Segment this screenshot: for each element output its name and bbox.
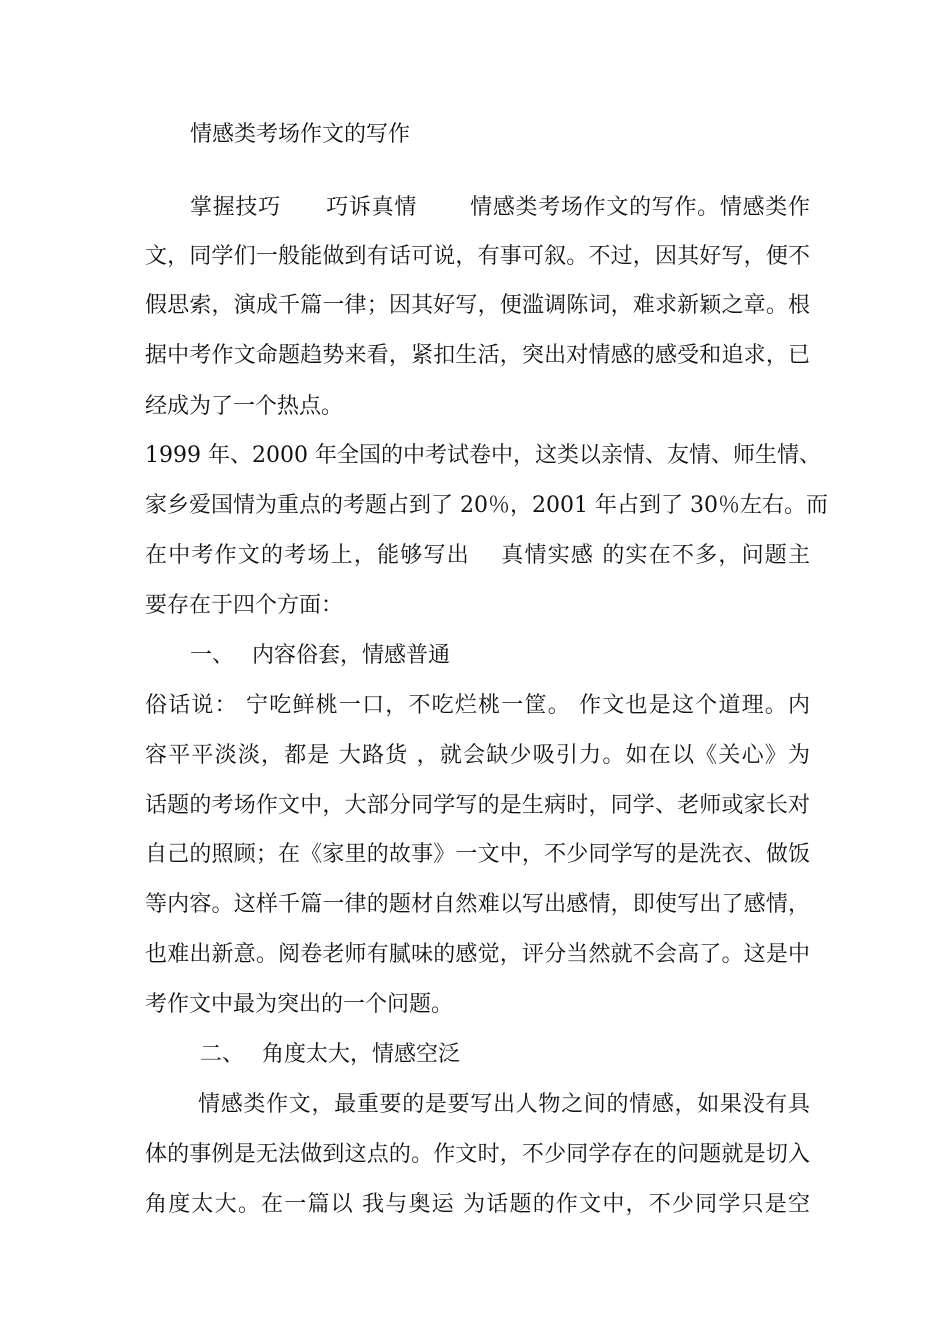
paragraph-line: 等内容。这样千篇一律的题材自然难以写出感情，即使写出了感情， [145, 892, 810, 917]
paragraph-line: 自己的照顾；在《家里的故事》一文中，不少同学写的是洗衣、做饭 [145, 842, 810, 867]
paragraph-line: 也难出新意。阅卷老师有腻味的感觉，评分当然就不会高了。这是中 [145, 942, 810, 967]
paragraph-line: 在中考作文的考场上，能够写出 真情实感 的实在不多，问题主 [145, 543, 810, 568]
paragraph-line: 容平平淡淡，都是 大路货 ，就会缺少吸引力。如在以《关心》为 [145, 743, 810, 768]
paragraph-line: 情感类作文，最重要的是要写出人物之间的情感，如果没有具 [198, 1092, 810, 1117]
paragraph-line: 掌握技巧 巧诉真情 情感类考场作文的写作。情感类作 [190, 195, 810, 220]
paragraph-line: 假思索，演成千篇一律；因其好写，便滥调陈词，难求新颖之章。根 [145, 293, 810, 318]
paragraph-line: 要存在于四个方面： [145, 593, 344, 618]
paragraph-line: 话题的考场作文中，大部分同学写的是生病时，同学、老师或家长对 [145, 793, 810, 818]
paragraph-line: 经成为了一个热点。 [145, 394, 344, 419]
paragraph-line: 考作文中最为突出的一个问题。 [145, 992, 454, 1017]
paragraph-line: 俗话说： 宁吃鲜桃一口，不吃烂桃一筐。 作文也是这个道理。内 [145, 693, 810, 718]
section-heading: 一、 内容俗套，情感普通 [190, 643, 450, 668]
section-heading: 二、 角度太大，情感空泛 [200, 1042, 460, 1067]
paragraph-line: 家乡爱国情为重点的考题占到了 20％，2001 年占到了 30％左右。而 [145, 493, 828, 518]
paragraph-line: 1999 年、2000 年全国的中考试卷中，这类以亲情、友情、师生情、 [145, 443, 821, 468]
paragraph-line: 据中考作文命题趋势来看，紧扣生活，突出对情感的感受和追求，已 [145, 343, 810, 368]
paragraph-line: 角度太大。在一篇以 我与奥运 为话题的作文中，不少同学只是空 [145, 1192, 810, 1217]
paragraph-line: 文，同学们一般能做到有话可说，有事可叙。不过，因其好写，便不 [145, 244, 810, 269]
paragraph-line: 体的事例是无法做到这点的。作文时，不少同学存在的问题就是切入 [145, 1142, 810, 1167]
document-title: 情感类考场作文的写作 [190, 122, 411, 147]
